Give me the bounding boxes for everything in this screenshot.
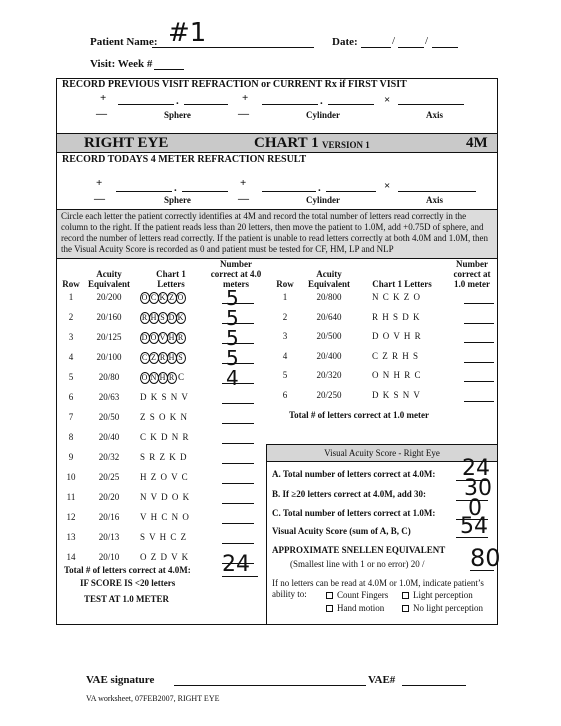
left-row-correct-value: 5 bbox=[226, 346, 239, 370]
prev-cylinder-whole-field[interactable] bbox=[262, 104, 318, 105]
left-row-number: 9 bbox=[68, 452, 74, 462]
left-row-correct-value: 4 bbox=[226, 366, 239, 390]
date-sep-1: / bbox=[392, 35, 396, 47]
snellen-sub: (Smallest line with 1 or no error) 20 / bbox=[290, 559, 425, 569]
left-row-number: 8 bbox=[68, 432, 74, 442]
cf-label: Count Fingers bbox=[337, 590, 389, 600]
left-row-number: 3 bbox=[68, 332, 74, 342]
right-row-letters: N C K Z O bbox=[372, 292, 421, 302]
right-row-number: 2 bbox=[282, 312, 288, 322]
right-header-correct: Number correct at 1.0 meter bbox=[453, 259, 491, 289]
nlp-checkbox[interactable] bbox=[402, 605, 409, 612]
left-row-correct-field[interactable] bbox=[222, 423, 254, 424]
left-row-acuity: 20/100 bbox=[96, 352, 122, 362]
left-row-correct-value: 5 bbox=[226, 326, 239, 350]
prev-cylinder-label: Cylinder bbox=[306, 110, 341, 120]
left-row-correct-field[interactable] bbox=[222, 443, 254, 444]
left-row-letters: V H C N O bbox=[140, 512, 190, 522]
left-row-acuity: 20/25 bbox=[98, 472, 120, 482]
right-row-letters: D O V H R bbox=[372, 331, 422, 341]
prev-minus-1: — bbox=[96, 108, 107, 120]
circled-letter[interactable]: H bbox=[168, 353, 176, 362]
eye-title: RIGHT EYE bbox=[84, 135, 169, 151]
today-plus-1: + bbox=[96, 177, 103, 189]
right-header-row: Row bbox=[276, 279, 294, 289]
score-c-value: 0 bbox=[468, 496, 482, 521]
circled-letter[interactable]: D bbox=[168, 313, 176, 322]
left-row-number: 6 bbox=[68, 392, 74, 402]
right-row-letters: D K S N V bbox=[372, 390, 421, 400]
circled-letter[interactable]: H bbox=[168, 333, 176, 342]
right-row-correct-field[interactable] bbox=[464, 303, 494, 304]
left-header-correct: Number correct at 4.0 meters bbox=[210, 259, 262, 289]
left-note-1: IF SCORE IS <20 letters bbox=[80, 578, 176, 588]
right-row-acuity: 20/320 bbox=[316, 370, 342, 380]
left-row-letters: S V H C Z bbox=[140, 532, 188, 542]
score-b-value: 30 bbox=[464, 476, 492, 501]
score-a-value: 24 bbox=[462, 456, 490, 481]
right-row-letters: C Z R H S bbox=[372, 351, 420, 361]
left-row-letters bbox=[140, 292, 210, 304]
today-minus-2: — bbox=[238, 193, 249, 205]
left-row-acuity: 20/16 bbox=[98, 512, 120, 522]
left-header-acuity: Acuity Equivalent bbox=[88, 269, 131, 289]
left-total-value: 24 bbox=[222, 552, 250, 577]
circled-letter[interactable]: D bbox=[141, 333, 149, 342]
left-row-letters bbox=[140, 352, 210, 364]
circled-letter[interactable]: K bbox=[177, 313, 185, 322]
score-box-title: Visual Acuity Score - Right Eye bbox=[267, 445, 497, 462]
left-row-acuity: 20/80 bbox=[98, 372, 120, 382]
right-row-correct-field[interactable] bbox=[464, 342, 494, 343]
left-row-number: 2 bbox=[68, 312, 74, 322]
left-row-acuity: 20/40 bbox=[98, 432, 120, 442]
prev-cylinder-decimal-field[interactable] bbox=[328, 104, 374, 105]
today-times: × bbox=[384, 180, 391, 192]
date-month-field[interactable] bbox=[361, 47, 391, 48]
prev-axis-field[interactable] bbox=[398, 104, 464, 105]
left-row-letters: O Z D V K bbox=[140, 552, 190, 562]
vae-signature-label: VAE signature bbox=[86, 674, 155, 686]
today-refraction-title: RECORD TODAYS 4 METER REFRACTION RESULT bbox=[62, 154, 307, 165]
left-row-acuity: 20/20 bbox=[98, 492, 120, 502]
prev-plus-2: + bbox=[242, 92, 249, 104]
circled-letter[interactable]: Z bbox=[149, 352, 159, 364]
prev-times: × bbox=[384, 94, 391, 106]
lp-checkbox[interactable] bbox=[402, 592, 409, 599]
right-row-number: 3 bbox=[282, 331, 288, 341]
visit-week-field[interactable] bbox=[154, 69, 184, 70]
today-axis-label: Axis bbox=[426, 195, 444, 205]
right-row-acuity: 20/500 bbox=[316, 331, 342, 341]
left-row-acuity: 20/200 bbox=[96, 292, 122, 302]
left-row-correct-field[interactable] bbox=[222, 463, 254, 464]
left-row-number: 5 bbox=[68, 372, 74, 382]
right-header-letters: Chart 1 Letters bbox=[372, 279, 432, 289]
circled-letter[interactable]: R bbox=[141, 313, 149, 322]
right-row-correct-field[interactable] bbox=[464, 323, 494, 324]
left-row-letters: D K S N V bbox=[140, 392, 189, 402]
right-row-correct-field[interactable] bbox=[464, 381, 494, 382]
left-row-correct-field[interactable] bbox=[222, 543, 254, 544]
circled-letter[interactable]: O bbox=[141, 293, 149, 302]
right-row-acuity: 20/800 bbox=[316, 292, 342, 302]
prev-axis-label: Axis bbox=[426, 110, 444, 120]
left-row-letters: Z S O K N bbox=[140, 412, 189, 422]
left-row-letters bbox=[140, 332, 210, 344]
right-row-letters: R H S D K bbox=[372, 312, 421, 322]
left-row-number: 10 bbox=[66, 472, 76, 482]
today-dot-2: . bbox=[318, 182, 321, 194]
circled-letter[interactable]: N bbox=[150, 373, 158, 382]
left-row-number: 1 bbox=[68, 292, 74, 302]
snellen-value: 80 bbox=[470, 544, 501, 572]
date-label: Date: bbox=[332, 36, 358, 48]
patient-name-label: Patient Name: bbox=[90, 36, 158, 48]
left-row-letters: S R Z K D bbox=[140, 452, 188, 462]
today-cylinder-decimal-field[interactable] bbox=[326, 191, 376, 192]
right-row-correct-field[interactable] bbox=[464, 362, 494, 363]
right-header-acuity: Acuity Equivalent bbox=[307, 269, 350, 289]
score-total-label: Visual Acuity Score (sum of A, B, C) bbox=[272, 526, 411, 536]
left-row-letters bbox=[140, 312, 210, 324]
cf-checkbox[interactable] bbox=[326, 592, 333, 599]
circled-letter[interactable]: H bbox=[159, 373, 167, 382]
left-header-letters: Chart 1 Letters bbox=[156, 269, 186, 289]
score-a-label: A. Total number of letters correct at 4.0M: bbox=[272, 469, 436, 479]
visit-label: Visit: Week # bbox=[90, 58, 153, 70]
instructions-text: Circle each letter the patient correctly identifies at 4M and record the total number of letters read correctly in the column to the right. If the patient reads less than 20 letters, then move the patient to 1.0M, add +0.75D of sphere, and record the number of letters read correctly. If the patient is unable to read letters correctly at both 4.0M and 1.0M, then the Visual Acuity Score is recorded as 0 and patient must be tested for CF, HM, LP and NLP bbox=[57, 209, 497, 259]
today-dot-1: . bbox=[174, 182, 177, 194]
left-total-label: Total # of letters correct at 4.0M: bbox=[64, 565, 191, 575]
left-row-correct-field[interactable] bbox=[222, 523, 254, 524]
lp-label: Light perception bbox=[413, 590, 473, 600]
hm-label: Hand motion bbox=[337, 603, 385, 613]
score-b-label: B. If ≥20 letters correct at 4.0M, add 30: bbox=[272, 489, 426, 499]
left-row-correct-value: 5 bbox=[226, 306, 239, 330]
right-row-number: 1 bbox=[282, 292, 288, 302]
right-total-label: Total # of letters correct at 1.0 meter bbox=[289, 410, 429, 420]
hm-option[interactable] bbox=[326, 603, 384, 613]
nlp-label: No light perception bbox=[413, 603, 483, 613]
left-row-acuity: 20/13 bbox=[98, 532, 120, 542]
left-row-correct-field[interactable] bbox=[222, 403, 254, 404]
nlp-option[interactable] bbox=[402, 603, 483, 613]
left-row-acuity: 20/63 bbox=[98, 392, 120, 402]
vae-num-field[interactable] bbox=[402, 685, 466, 686]
date-sep-2: / bbox=[425, 35, 429, 47]
left-row-number: 13 bbox=[66, 532, 76, 542]
left-row-number: 14 bbox=[66, 552, 76, 562]
left-row-correct-field[interactable] bbox=[222, 503, 254, 504]
left-row-letters: C K D N R bbox=[140, 432, 190, 442]
vae-signature-field[interactable] bbox=[174, 685, 366, 686]
left-row-letters bbox=[140, 372, 210, 384]
today-sphere-decimal-field[interactable] bbox=[182, 191, 228, 192]
today-cylinder-label: Cylinder bbox=[306, 195, 341, 205]
date-year-field[interactable] bbox=[432, 47, 458, 48]
circled-letter[interactable]: H bbox=[150, 313, 158, 322]
right-row-letters: O N H R C bbox=[372, 370, 422, 380]
circled-letter[interactable]: V bbox=[159, 333, 167, 342]
previous-refraction-title: RECORD PREVIOUS VISIT REFRACTION or CURRENT Rx if FIRST VISIT bbox=[62, 79, 407, 90]
today-axis-field[interactable] bbox=[398, 191, 476, 192]
circled-letter[interactable]: C bbox=[141, 353, 149, 362]
left-row-letters: N V D O K bbox=[140, 492, 191, 502]
today-minus-1: — bbox=[94, 193, 105, 205]
right-row-acuity: 20/400 bbox=[316, 351, 342, 361]
chart-distance: 4M bbox=[466, 135, 488, 151]
left-row-acuity: 20/50 bbox=[98, 412, 120, 422]
left-row-number: 12 bbox=[66, 512, 76, 522]
left-row-acuity: 20/125 bbox=[96, 332, 122, 342]
left-header-row: Row bbox=[62, 279, 80, 289]
worksheet-footer: VA worksheet, 07FEB2007, RIGHT EYE bbox=[86, 694, 220, 703]
prev-plus-1: + bbox=[100, 92, 107, 104]
lp-option[interactable] bbox=[402, 590, 473, 600]
circled-letter[interactable]: R bbox=[177, 333, 185, 342]
no-letters-text: If no letters can be read at 4.0M or 1.0M, indicate patient’s ability to: bbox=[272, 578, 484, 599]
date-day-field[interactable] bbox=[398, 47, 424, 48]
prev-sphere-decimal-field[interactable] bbox=[184, 104, 228, 105]
chart-version: VERSION 1 bbox=[322, 140, 370, 150]
left-row-correct-value: 5 bbox=[226, 286, 239, 310]
circled-letter[interactable]: R bbox=[159, 353, 167, 362]
circled-letter[interactable]: S bbox=[158, 312, 168, 324]
circled-letter[interactable]: Z bbox=[167, 292, 177, 304]
today-sphere-whole-field[interactable] bbox=[116, 191, 172, 192]
circled-letter[interactable]: O bbox=[150, 333, 158, 342]
vae-num-label: VAE# bbox=[368, 674, 396, 686]
circled-letter[interactable]: O bbox=[141, 373, 149, 382]
circled-letter[interactable]: C bbox=[150, 293, 158, 302]
left-row-letters: H Z O V C bbox=[140, 472, 189, 482]
letter[interactable]: C bbox=[178, 372, 186, 383]
today-sphere-label: Sphere bbox=[164, 195, 191, 205]
circled-letter[interactable]: O bbox=[177, 293, 185, 302]
left-row-number: 11 bbox=[66, 492, 76, 502]
left-row-acuity: 20/10 bbox=[98, 552, 120, 562]
left-note-2: TEST AT 1.0 METER bbox=[84, 594, 170, 604]
right-row-acuity: 20/250 bbox=[316, 390, 342, 400]
circled-letter[interactable]: R bbox=[168, 373, 176, 382]
prev-sphere-whole-field[interactable] bbox=[118, 104, 174, 105]
prev-dot-2: . bbox=[320, 95, 323, 107]
hm-checkbox[interactable] bbox=[326, 605, 333, 612]
left-row-acuity: 20/160 bbox=[96, 312, 122, 322]
today-plus-2: + bbox=[240, 177, 247, 189]
circled-letter[interactable]: K bbox=[159, 293, 167, 302]
patient-name-value: #1 bbox=[168, 18, 207, 48]
score-c-label: C. Total number of letters correct at 1.0M: bbox=[272, 508, 436, 518]
right-row-number: 6 bbox=[282, 390, 288, 400]
prev-sphere-label: Sphere bbox=[164, 110, 191, 120]
left-row-correct-field[interactable] bbox=[222, 483, 254, 484]
left-row-number: 7 bbox=[68, 412, 74, 422]
prev-dot-1: . bbox=[176, 95, 179, 107]
left-row-number: 4 bbox=[68, 352, 74, 362]
right-row-correct-field[interactable] bbox=[464, 401, 494, 402]
prev-minus-2: — bbox=[238, 108, 249, 120]
circled-letter[interactable]: S bbox=[176, 352, 186, 364]
right-row-number: 4 bbox=[282, 351, 288, 361]
chart-title: CHART 1 bbox=[254, 135, 319, 151]
right-row-acuity: 20/640 bbox=[316, 312, 342, 322]
snellen-label: APPROXIMATE SNELLEN EQUIVALENT bbox=[272, 545, 446, 555]
left-row-acuity: 20/32 bbox=[98, 452, 120, 462]
today-cylinder-whole-field[interactable] bbox=[262, 191, 316, 192]
right-row-number: 5 bbox=[282, 370, 288, 380]
cf-option[interactable] bbox=[326, 590, 388, 600]
score-total-value: 54 bbox=[460, 514, 488, 539]
